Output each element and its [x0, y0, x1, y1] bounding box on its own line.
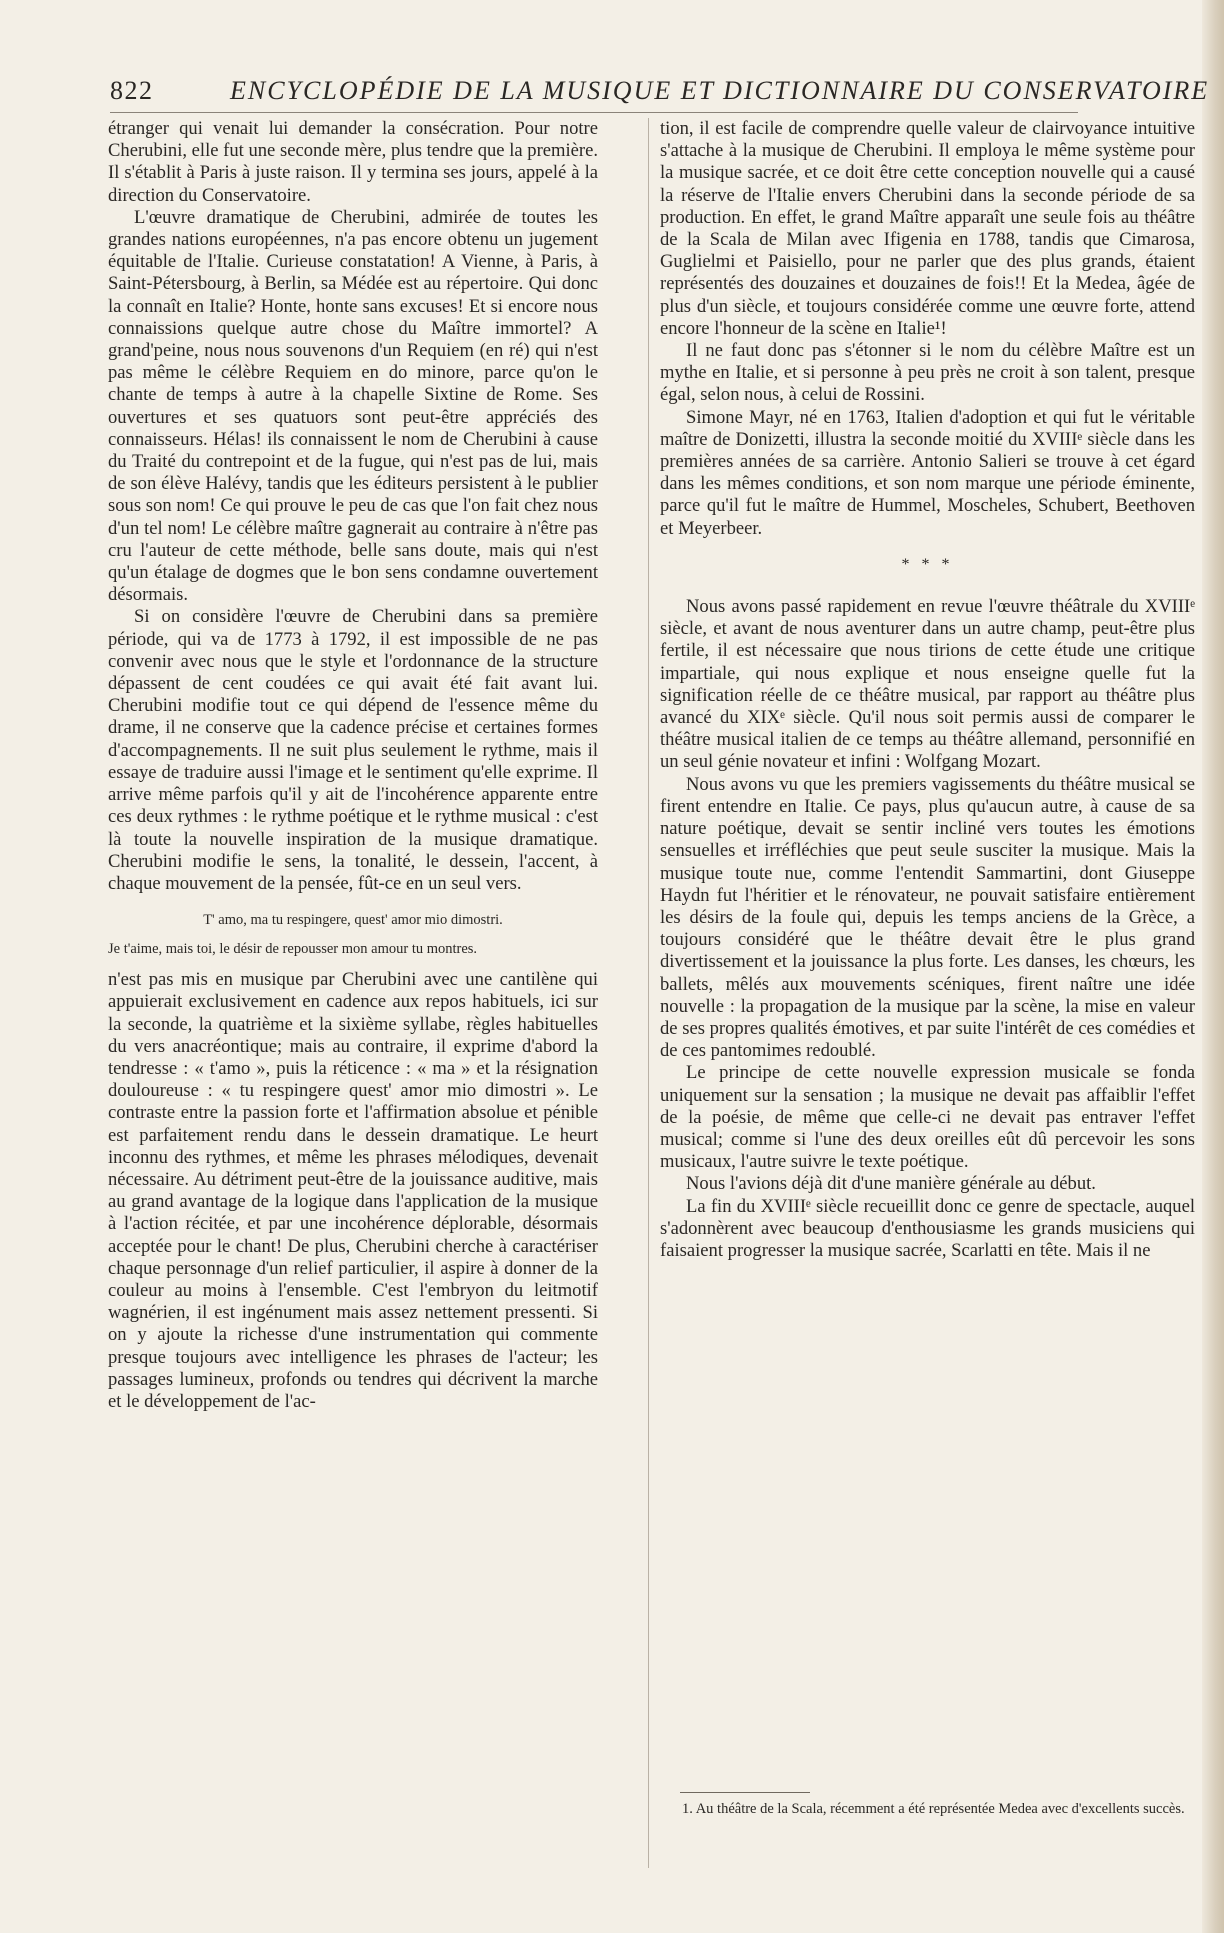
footnote-rule	[680, 1792, 810, 1793]
running-title: ENCYCLOPÉDIE DE LA MUSIQUE ET DICTIONNAIRE DU CONSERVATOIRE	[230, 76, 1210, 105]
page-edge	[1202, 0, 1224, 1933]
header-rule	[110, 112, 1078, 113]
paragraph: Si on considère l'œuvre de Cherubini dans sa première période, qui va de 1773 à 1792, il est impossible de ne pas convenir avec nous que le style et l'ordonnance de la structure dépassent de cent coudées ce qui avait été fait avant lui. Cherubini modifie tout ce qui dépend de l'essence même du drame, il ne conserve que la cadence précise et certaines formes d'accompagnements. Il ne suit plus seulement le rythme, mais il essaye de traduire aussi l'image et le sentiment qu'elle exprime. Il arrive même parfois qu'il y ait de l'incohérence apparente entre ces deux rythmes : le rythme poétique et le rythme musical : c'est là toute la nouvelle inspiration de la musique dramatique. Cherubini modifie le sens, la tonalité, le dessein, l'accent, à chaque mouvement de la pensée, fût-ce en un seul vers.	[108, 606, 598, 894]
paragraph: tion, il est facile de comprendre quelle valeur de clairvoyance intuitive s'attache à la musique de Cherubini. Il employa le même système pour la musique sacrée, et ce doit être cette conception nouvelle qui a causé la réserve de l'Italie envers Cherubini dans la seconde période de sa production. En effet, le grand Maître apparaît une seule fois au théâtre de la Scala de Milan avec Ifigenia en 1788, tandis que Cimarosa, Guglielmi et Paisiello, pour ne parler que des plus grands, étaient représentés des douzaines et douzaines de fois!! Et la Medea, âgée de plus d'un siècle, et toujours considérée comme une œuvre forte, attend encore l'honneur de la scène en Italie¹!	[660, 118, 1195, 339]
paragraph: Nous avons passé rapidement en revue l'œuvre théâtrale du XVIIIᵉ siècle, et avant de nous aventurer dans un autre champ, peut-être plus fertile, il est nécessaire que nous tirions de cette étude une critique impartiale, qui nous explique et nous enseigne quelle fut la signification réelle de ce théâtre musical, par rapport au théâtre plus avancé du XIXᵉ siècle. Qu'il nous soit permis aussi de comparer le théâtre musical italien de ce temps au théâtre allemand, personnifié en un seul génie novateur et infini : Wolfgang Mozart.	[660, 596, 1195, 773]
right-column	[660, 118, 1195, 1262]
verse-translation: Je t'aime, mais toi, le désir de repousser mon amour tu montres.	[108, 941, 478, 958]
left-column	[108, 118, 598, 1413]
paragraph: La fin du XVIIIᵉ siècle recueillit donc ce genre de spectacle, auquel s'adonnèrent avec beaucoup d'enthousiasme les grands musiciens qui faisaient progresser la musique sacrée, Scarlatti en tête. Mais il ne	[660, 1195, 1195, 1261]
page-number: 822	[110, 76, 154, 105]
paragraph: Nous l'avions déjà dit d'une manière générale au début.	[686, 1173, 1096, 1195]
paragraph: étranger qui venait lui demander la consécration. Pour notre Cherubini, elle fut une seconde mère, plus tendre que la première. Il s'établit à Paris à juste raison. Il y termina ses jours, appelé à la direction du Conservatoire.	[108, 118, 598, 206]
footnote-text: 1. Au théâtre de la Scala, récemment a été représentée Medea avec d'excellents succès.	[682, 1801, 1185, 1817]
column-divider	[648, 118, 649, 1868]
footnote	[660, 1800, 1195, 1819]
running-header	[110, 76, 1210, 110]
paragraph: n'est pas mis en musique par Cherubini avec une cantilène qui appuierait exclusivement en cadence aux repos habituels, ici sur la seconde, la quatrième et la sixième syllabe, règles habituelles du vers anacréontique; mais au contraire, il exprime d'abord la tendresse : « t'amo », puis la réticence : « ma » et la résignation douloureuse : « tu respingere quest' amor mio dimostri ». Le contraste entre la passion forte et l'affirmation absolue et pénible est parfaitement rendu dans le dessein dramatique. Le heurt inconnu des rythmes, et même les phrases mélodiques, devenait nécessaire. Au détriment peut-être de la jouissance auditive, mais au grand avantage de la logique dans l'application de la musique à l'action récitée, et par une incohérence déplorable, désormais acceptée pour le chant! De plus, Cherubini cherche à caractériser chaque personnage d'un relief particulier, il aspire à donner de la couleur au moins à l'ensemble. C'est l'embryon du leitmotif wagnérien, il est ingénument mais assez nettement pressenti. Si on y ajoute la richesse d'une instrumentation qui commente presque toujours avec intelligence les phrases de l'acteur; les passages lumineux, profonds ou tendres qui décrivent la marche et le développement de l'ac-	[108, 969, 598, 1412]
paragraph: Il ne faut donc pas s'étonner si le nom du célèbre Maître est un mythe en Italie, et si personne à peu près ne croit à son talent, presque égal, selon nous, à celui de Rossini.	[660, 340, 1195, 406]
paragraph: Simone Mayr, né en 1763, Italien d'adoption et qui fut le véritable maître de Donizetti, illustra la seconde moitié du XVIIIᵉ siècle dans les premières années de sa carrière. Antonio Salieri se trouve à cet égard dans les mêmes conditions, et son nom marque une période éminente, parce qu'il fut le maître de Hummel, Moscheles, Schubert, Beethoven et Meyerbeer.	[660, 406, 1195, 539]
section-separator: * * *	[901, 555, 954, 573]
paragraph: Le principe de cette nouvelle expression musicale se fonda uniquement sur la sensation ; la musique ne devait pas affaiblir l'effet de la poésie, de même que celle-ci ne devait pas entraver l'effet musical; comme si l'une des deux oreilles eût dû percevoir les sons musicaux, l'autre suivre le texte poétique.	[660, 1062, 1195, 1173]
paragraph: L'œuvre dramatique de Cherubini, admirée de toutes les grandes nations européennes, n'a pas encore obtenu un jugement équitable de l'Italie. Curieuse constatation! A Vienne, à Paris, à Saint-Pétersbourg, à Berlin, sa Médée est au répertoire. Qui donc la connaît en Italie? Honte, honte sans excuses! Et si encore nous connaissions quelque autre chose du Maître immortel? A grand'peine, nous nous souvenons d'un Requiem (en ré) qui n'est pas même le célèbre Requiem en do minore, parce qu'on le chante de temps à autre à la chapelle Sixtine de Rome. Ses ouvertures et ses quatuors sont peut-être appréciés des connaisseurs. Hélas! ils connaissent le nom de Cherubini à cause du Traité du contrepoint et de la fugue, qui n'est pas de lui, mais de son élève Halévy, tandis que les éditeurs persistent à le publier sous son nom! Ce qui prouve le peu de cas que l'on fait chez nous d'un tel nom! Le célèbre maître gagnerait au contraire à n'être pas cru l'auteur de cette méthode, belle sans doute, mais qui n'est qu'un étalage de dogmes que le bon sens condamne ouvertement désormais.	[108, 206, 598, 606]
paragraph: Nous avons vu que les premiers vagissements du théâtre musical se firent entendre en Italie. Ce pays, plus qu'aucun autre, à cause de sa nature poétique, devait se sentir incliné vers toutes les émotions sensuelles et irréfléchies que peut seule susciter la musique. Mais la musique toute nue, comme l'entendit Sammartini, dont Giuseppe Haydn fut l'héritier et le rénovateur, ne pouvait satisfaire entièrement les désirs de la foule qui, depuis les temps anciens de la Grèce, a toujours considéré que le théâtre devait être le plus grand divertissement et la jouissance la plus forte. Les danses, les chœurs, les ballets, mêlés aux mouvements scéniques, firent naître une idée nouvelle : la propagation de la musique par la scène, la mise en valeur de ses propres qualités émotives, et par suite l'intérêt de ces comédies et de ces pantomimes redoublé.	[660, 773, 1195, 1062]
verse-quote: T' amo, ma tu respingere, quest' amor mio dimostri.	[203, 912, 503, 929]
